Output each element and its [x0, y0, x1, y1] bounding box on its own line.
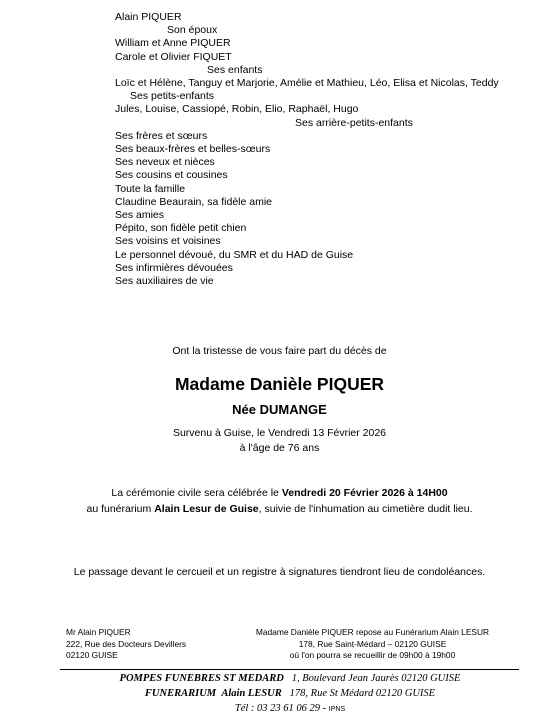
death-age: à l'âge de 76 ans [239, 442, 320, 454]
address-line: Mr Alain PIQUER [66, 627, 131, 637]
family-list [115, 11, 535, 288]
footer-pompes-funebres [80, 673, 500, 684]
family-line: Ses amies [115, 209, 165, 222]
family-line: Ses voisins et voisines [115, 235, 221, 248]
viewing-line: où l'on pourra se recueillir de 09h00 à 19h00 [289, 650, 456, 660]
ceremony-datetime: Vendredi 20 Février 2026 à 14H00 [281, 487, 448, 499]
ceremony-text: au funérarium [86, 503, 155, 515]
death-date: Survenu à Guise, le Vendredi 13 Février 2026 [172, 427, 387, 439]
viewing-info [250, 627, 495, 662]
footer-label: POMPES FUNEBRES ST MEDARD [119, 673, 284, 684]
ceremony-text: La cérémonie civile sera célébrée le [111, 487, 282, 499]
ceremony-line-2 [0, 503, 559, 515]
nee-name: DUMANGE [259, 402, 327, 417]
family-line: Jules, Louise, Cassiopé, Robin, Elio, Raphaël, Hugo [115, 103, 359, 116]
family-line: Ses auxiliaires de vie [115, 275, 214, 288]
phone-number: Tél : 03 23 61 06 29 - [234, 703, 327, 714]
family-line: Carole et Olivier FIQUET [115, 50, 232, 63]
address-line: 222, Rue des Docteurs Devillers [66, 638, 187, 649]
family-line: Ses infirmières dévouées [115, 261, 233, 274]
family-line: Ses petits-enfants [130, 90, 215, 103]
condolences-text: Le passage devant le cercueil et un registre à signatures tiendront lieu de condoléances. [73, 566, 486, 578]
ceremony-line-1 [0, 487, 559, 499]
footer-address: 178, Rue St Médard 02120 GUISE [289, 688, 436, 699]
family-address [66, 627, 186, 662]
address-line: 02120 GUISE [66, 650, 118, 660]
deceased-name: Madame Danièle PIQUER [174, 374, 385, 394]
family-line: Pépito, son fidèle petit chien [115, 222, 247, 235]
ceremony-text: , suivie de l'inhumation au cimetière dudit lieu. [258, 503, 473, 515]
family-line: Ses enfants [207, 63, 263, 76]
footer-address: 1, Boulevard Jean Jaurès 02120 GUISE [291, 673, 461, 684]
ipns-mark: IPNS [328, 706, 346, 713]
nee-prefix: Née [232, 402, 260, 417]
footer-phone [80, 703, 500, 714]
family-line: Ses cousins et cousines [115, 169, 228, 182]
family-line: William et Anne PIQUER [115, 37, 231, 50]
maiden-name [0, 402, 559, 417]
family-line: Claudine Beaurain, sa fidèle amie [115, 195, 273, 208]
family-line: Ses arrière-petits-enfants [295, 116, 413, 129]
family-line: Ses beaux-frères et belles-sœurs [115, 143, 271, 156]
family-line: Ses frères et sœurs [115, 129, 208, 142]
viewing-line: Madame Danièle PIQUER repose au Funérarium Alain LESUR [255, 627, 490, 637]
footer-name: Alain LESUR [221, 688, 282, 699]
funeral-home-name: Alain Lesur de Guise [154, 503, 259, 515]
footer-label: FUNERARIUM [144, 688, 217, 699]
family-line: Ses neveux et nièces [115, 156, 215, 169]
family-line: Loïc et Hélène, Tanguy et Marjorie, Amélie et Mathieu, Léo, Elisa et Nicolas, Teddy [115, 77, 499, 90]
family-line: Le personnel dévoué, du SMR et du HAD de Guise [115, 248, 354, 261]
family-line: Son époux [167, 24, 218, 37]
family-line: Alain PIQUER [115, 11, 182, 23]
footer-divider [60, 669, 519, 670]
viewing-line: 178, Rue Saint-Médard – 02120 GUISE [298, 638, 447, 649]
family-line: Toute la famille [115, 182, 186, 195]
footer-funerarium [80, 688, 500, 699]
intro-text: Ont la tristesse de vous faire part du décès de [172, 345, 387, 357]
